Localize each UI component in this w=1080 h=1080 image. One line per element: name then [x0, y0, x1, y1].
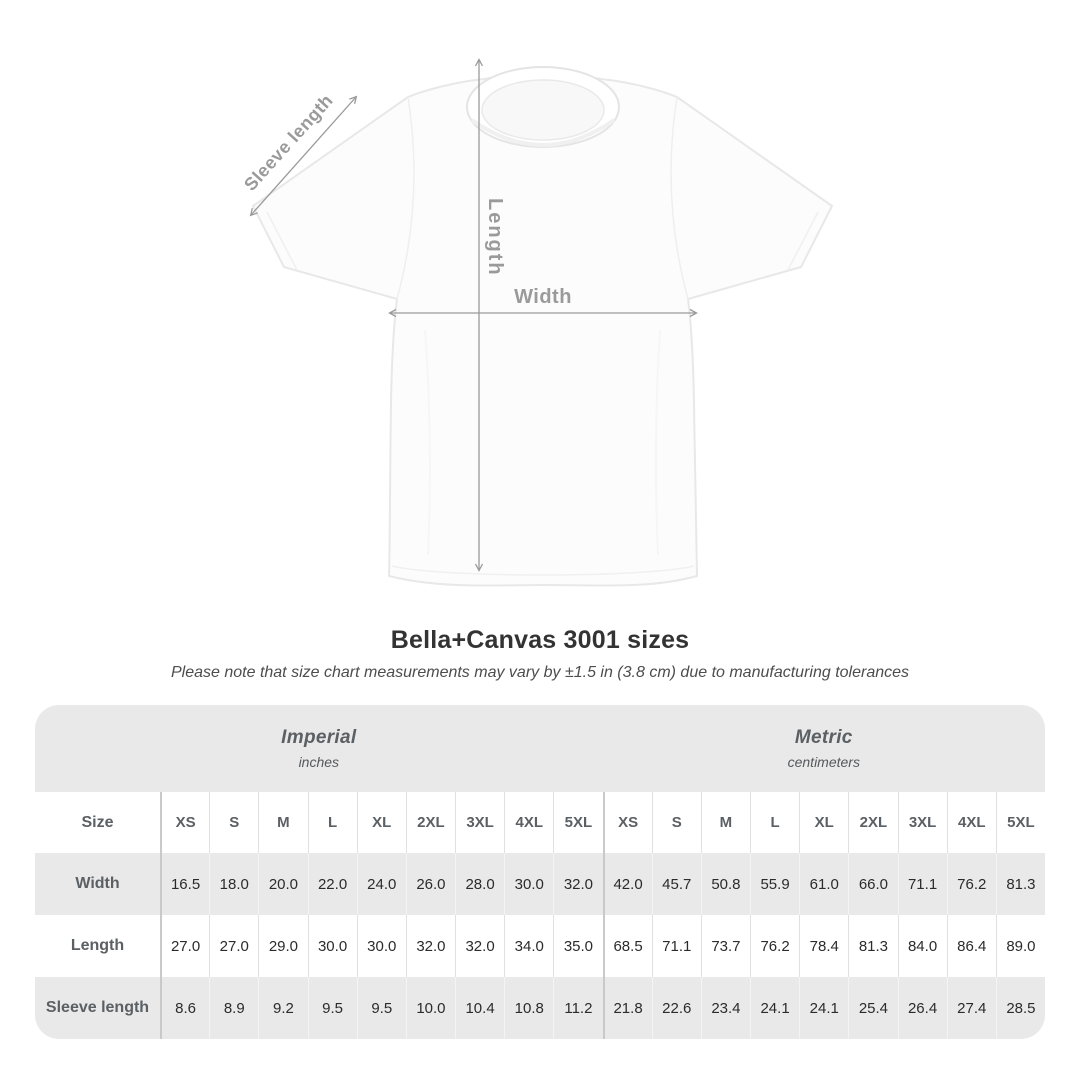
size-header-cell: 5XL: [553, 792, 602, 853]
value-cell: 16.5: [160, 853, 209, 915]
value-cell: 18.0: [209, 853, 258, 915]
size-header-cell: 2XL: [406, 792, 455, 853]
size-header-cell: XL: [357, 792, 406, 853]
value-cell: 30.0: [504, 853, 553, 915]
measurement-row: [35, 977, 1045, 1039]
value-cell: 30.0: [308, 915, 357, 977]
value-cell: 73.7: [701, 915, 750, 977]
size-column-header: Size: [81, 813, 114, 831]
value-cell: 28.0: [455, 853, 504, 915]
length-label: Length: [484, 198, 506, 277]
metric-unit-label: centimeters: [787, 754, 860, 770]
title-block: [0, 626, 1080, 682]
value-cell: 11.2: [553, 977, 602, 1039]
value-cell: 81.3: [996, 853, 1045, 915]
imperial-unit-label: inches: [298, 754, 340, 770]
value-cell: 22.0: [308, 853, 357, 915]
value-cell: 30.0: [357, 915, 406, 977]
unit-section-metric: [603, 705, 1045, 792]
value-cell: 24.1: [799, 977, 848, 1039]
value-cell: 10.8: [504, 977, 553, 1039]
value-cell: 61.0: [799, 853, 848, 915]
value-cell: 9.5: [357, 977, 406, 1039]
size-header-cell: 3XL: [898, 792, 947, 853]
value-cell: 32.0: [455, 915, 504, 977]
size-header-cell: XL: [799, 792, 848, 853]
value-cell: 9.5: [308, 977, 357, 1039]
value-cell: 8.9: [209, 977, 258, 1039]
size-header-cell: 4XL: [504, 792, 553, 853]
tshirt-image: [253, 67, 832, 586]
value-cell: 27.0: [209, 915, 258, 977]
size-header-cell: L: [308, 792, 357, 853]
value-cell: 25.4: [848, 977, 897, 1039]
value-cell: 84.0: [898, 915, 947, 977]
value-cell: 45.7: [652, 853, 701, 915]
page-title: Bella+Canvas 3001 sizes: [390, 626, 690, 654]
size-header-cell: 4XL: [947, 792, 996, 853]
row-label: Sleeve length: [45, 999, 150, 1016]
value-cell: 66.0: [848, 853, 897, 915]
value-cell: 32.0: [406, 915, 455, 977]
value-cell: 24.0: [357, 853, 406, 915]
value-cell: 86.4: [947, 915, 996, 977]
size-header-cell: 3XL: [455, 792, 504, 853]
value-cell: 9.2: [258, 977, 307, 1039]
width-label: Width: [514, 286, 572, 308]
value-cell: 78.4: [799, 915, 848, 977]
value-cell: 26.0: [406, 853, 455, 915]
value-cell: 28.5: [996, 977, 1045, 1039]
size-grid: [35, 792, 1045, 1039]
value-cell: 55.9: [750, 853, 799, 915]
unit-section-imperial: [35, 705, 603, 792]
row-label: Width: [75, 875, 120, 892]
size-header-cell: 2XL: [848, 792, 897, 853]
value-cell: 23.4: [701, 977, 750, 1039]
value-cell: 27.4: [947, 977, 996, 1039]
unit-header-band: [35, 705, 1045, 792]
sleeve-length-label: Sleeve length: [240, 90, 337, 195]
size-header-cell: L: [750, 792, 799, 853]
value-cell: 71.1: [898, 853, 947, 915]
value-cell: 10.0: [406, 977, 455, 1039]
size-header-cell: M: [701, 792, 750, 853]
size-header-cell: S: [209, 792, 258, 853]
value-cell: 76.2: [750, 915, 799, 977]
size-header-row: [35, 792, 1045, 853]
value-cell: 34.0: [504, 915, 553, 977]
value-cell: 71.1: [652, 915, 701, 977]
value-cell: 8.6: [160, 977, 209, 1039]
metric-label: Metric: [794, 727, 853, 748]
value-cell: 21.8: [603, 977, 652, 1039]
tolerance-note: Please note that size chart measurements may vary by ±1.5 in (3.8 cm) due to manufacturing tolerances: [170, 664, 910, 681]
value-cell: 24.1: [750, 977, 799, 1039]
row-label: Length: [70, 937, 125, 954]
value-cell: 20.0: [258, 853, 307, 915]
size-header-cell: 5XL: [996, 792, 1045, 853]
size-header-cell: XS: [160, 792, 209, 853]
measurement-row: [35, 915, 1045, 977]
value-cell: 76.2: [947, 853, 996, 915]
value-cell: 89.0: [996, 915, 1045, 977]
size-header-cell: XS: [603, 792, 652, 853]
value-cell: 10.4: [455, 977, 504, 1039]
size-chart-card: [35, 705, 1045, 1039]
value-cell: 22.6: [652, 977, 701, 1039]
value-cell: 50.8: [701, 853, 750, 915]
value-cell: 35.0: [553, 915, 602, 977]
value-cell: 29.0: [258, 915, 307, 977]
size-header-cell: S: [652, 792, 701, 853]
value-cell: 42.0: [603, 853, 652, 915]
value-cell: 27.0: [160, 915, 209, 977]
value-cell: 68.5: [603, 915, 652, 977]
imperial-label: Imperial: [281, 727, 357, 748]
value-cell: 32.0: [553, 853, 602, 915]
value-cell: 81.3: [848, 915, 897, 977]
value-cell: 26.4: [898, 977, 947, 1039]
measurement-row: [35, 853, 1045, 915]
size-header-cell: M: [258, 792, 307, 853]
